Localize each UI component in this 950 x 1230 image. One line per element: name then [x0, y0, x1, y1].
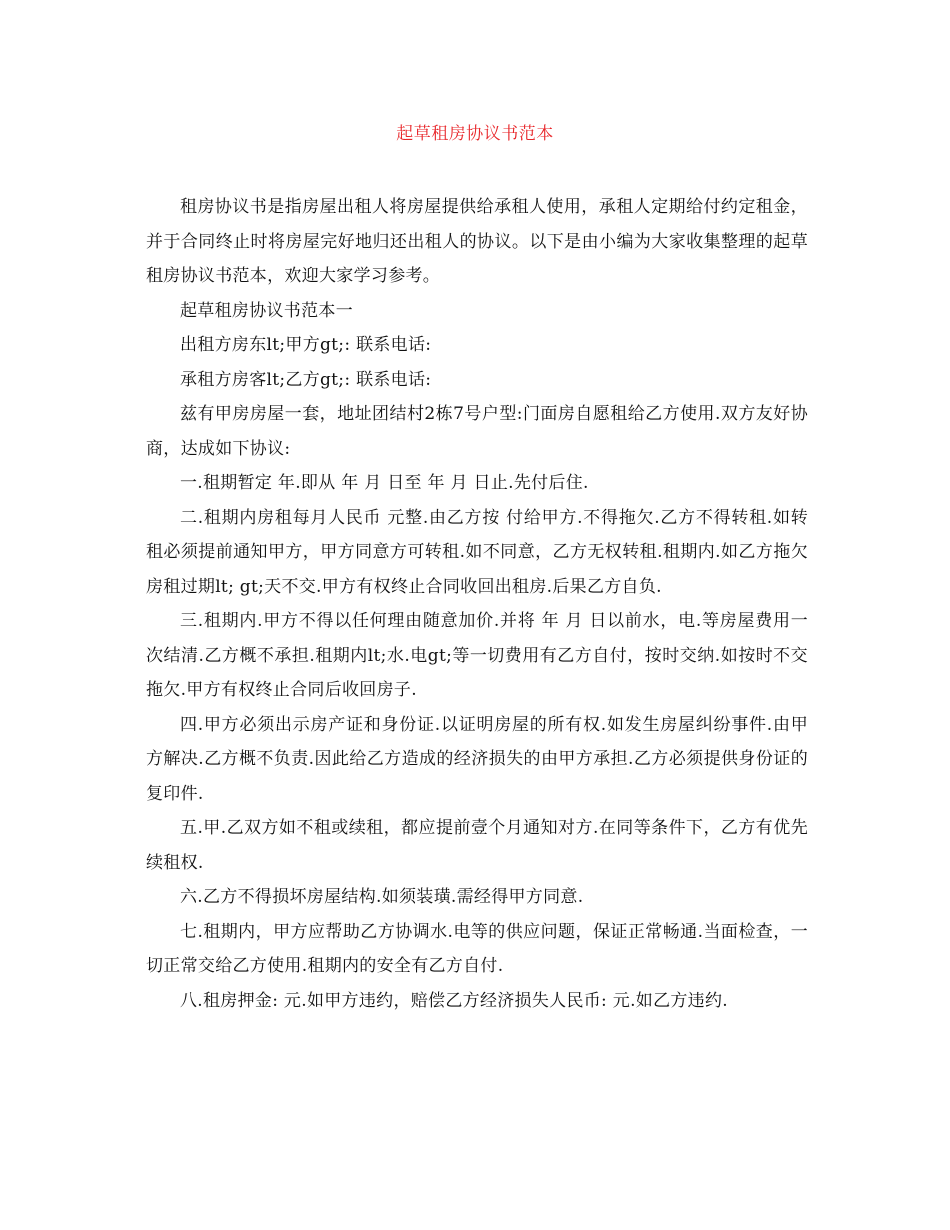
paragraph-clause-6: 六.乙方不得损坏房屋结构.如须装璜.需经得甲方同意. [180, 887, 584, 907]
paragraph-intro: 租房协议书是指房屋出租人将房屋提供给承租人使用，承租人定期给付约定租金，并于合同终止时将房屋完好地归还出租人的协议。以下是由小编为大家收集整理的起草租房协议书范本，欢迎大家学习参考。 [146, 197, 808, 286]
paragraph-clause-4: 四.甲方必须出示房产证和身份证.以证明房屋的所有权.如发生房屋纠纷事件.由甲方解决.乙方概不负责.因此给乙方造成的经济损失的由甲方承担.乙方必须提供身份证的复印件. [146, 714, 808, 804]
paragraph-lessee: 承租方房客lt;乙方gt;: 联系电话: [180, 369, 432, 390]
document-title: 起草租房协议书范本 [396, 124, 554, 144]
paragraph-clause-1: 一.租期暂定 年.即从 年 月 日至 年 月 日止.先付后住. [180, 473, 589, 493]
document-body [146, 190, 808, 1018]
paragraph-clause-5: 五.甲.乙双方如不租或续租，都应提前壹个月通知对方.在同等条件下，乙方有优先续租权. [146, 818, 808, 873]
paragraph-property: 兹有甲房房屋一套，地址团结村2栋7号户型:门面房自愿租给乙方使用.双方友好协商，达成如下协议: [146, 404, 808, 459]
paragraph-clause-3: 三.租期内.甲方不得以任何理由随意加价.并将 年 月 日以前水，电.等房屋费用一次结清.乙方概不承担.租期内lt;水.电gt;等一切费用有乙方自付，按时交纳.如按时不交拖欠.甲方有权终止合同后收回房子. [146, 611, 808, 700]
paragraph-clause-8: 八.租房押金: 元.如甲方违约，赔偿乙方经济损失人民币: 元.如乙方违约. [180, 990, 728, 1011]
paragraph-section-heading: 起草租房协议书范本一 [180, 300, 353, 321]
paragraph-clause-2: 二.租期内房租每月人民币 元整.由乙方按 付给甲方.不得拖欠.乙方不得转租.如转租必须提前通知甲方，甲方同意方可转租.如不同意，乙方无权转租.租期内.如乙方拖欠房租过期lt; gt;天不交.甲方有权终止合同收回出租房.后果乙方自负. [146, 507, 808, 597]
paragraph-lessor: 出租方房东lt;甲方gt;: 联系电话: [180, 335, 432, 355]
paragraph-clause-7: 七.租期内，甲方应帮助乙方协调水.电等的供应问题，保证正常畅通.当面检查，一切正常交给乙方使用.租期内的安全有乙方自付. [146, 921, 808, 976]
